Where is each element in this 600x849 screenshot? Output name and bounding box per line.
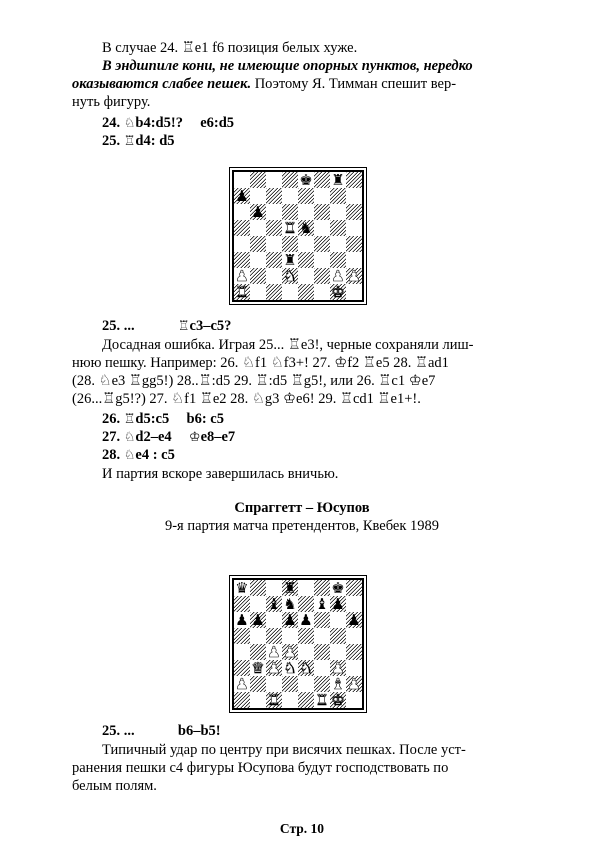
- square-f7: [314, 596, 330, 612]
- square-b7: [250, 188, 266, 204]
- square-f4: [314, 644, 330, 660]
- square-b4: [250, 236, 266, 252]
- square-b4: [250, 644, 266, 660]
- white-move: b4:d5!?: [135, 115, 183, 131]
- knight-icon: ♘: [123, 116, 136, 131]
- square-h3: [346, 252, 362, 268]
- square-h8: [346, 580, 362, 596]
- move-25-black: [72, 318, 532, 336]
- line-return-piece: [72, 94, 532, 112]
- square-g3: [330, 660, 346, 676]
- square-g4: [330, 236, 346, 252]
- black-move: b6–b5!: [177, 723, 221, 739]
- square-g1: [330, 692, 346, 708]
- square-h5: [346, 628, 362, 644]
- page-number: Стр. 10: [279, 821, 325, 836]
- rook-icon: ♖: [177, 319, 190, 334]
- square-c6: [266, 612, 282, 628]
- square-d5: [282, 628, 298, 644]
- square-c6: [266, 204, 282, 220]
- text-l2-bold: В эндшпиле кони, не имеющие опорных пунктов, нередко: [102, 58, 473, 74]
- square-g8: [330, 580, 346, 596]
- black-rook-icon: ♜: [331, 172, 345, 188]
- white-move: e4 : c5: [135, 447, 175, 463]
- square-a8: [234, 580, 250, 596]
- para2-line3: [72, 778, 532, 796]
- white-king-icon: ♚: [331, 284, 345, 300]
- square-c2: [266, 676, 282, 692]
- square-f8: [314, 580, 330, 596]
- square-d5: [282, 220, 298, 236]
- square-b1: [250, 284, 266, 300]
- square-c7: [266, 596, 282, 612]
- black-knight-icon: ♞: [283, 596, 297, 612]
- square-a5: [234, 220, 250, 236]
- para1-text-1: нюю пешку. Например: 26. ♘f1 ♘f3+! 27. ♔f2 ♖e5 28. ♖ad1: [72, 355, 449, 371]
- square-d4: [282, 236, 298, 252]
- square-b6: [250, 612, 266, 628]
- square-g6: [330, 612, 346, 628]
- black-queen-icon: ♛: [235, 580, 249, 596]
- black-king-icon: ♚: [299, 172, 313, 188]
- text-l3-rest: Поэтому Я. Тимман спешит вер-: [251, 76, 457, 92]
- chess-diagram-2: [232, 578, 364, 710]
- square-b2: [250, 676, 266, 692]
- square-b1: [250, 692, 266, 708]
- para1-line4: [72, 391, 532, 409]
- square-g4: [330, 644, 346, 660]
- move-28: [72, 447, 532, 465]
- white-pawn-icon: ♟: [347, 268, 361, 284]
- move-25-b5-inner: [72, 723, 221, 741]
- square-g7: [330, 596, 346, 612]
- square-e2: [298, 676, 314, 692]
- rook-icon: ♖: [123, 134, 136, 149]
- square-a7: [234, 596, 250, 612]
- white-move: d4:: [135, 133, 156, 149]
- square-h1: [346, 284, 362, 300]
- white-knight-icon: ♞: [283, 268, 297, 284]
- square-a4: [234, 644, 250, 660]
- square-c3: [266, 660, 282, 676]
- black-move: e8–e7: [200, 429, 236, 445]
- square-e5: [298, 220, 314, 236]
- square-a6: [234, 612, 250, 628]
- para2-line1: [72, 742, 532, 760]
- white-move: d2–e4: [135, 429, 172, 445]
- square-h4: [346, 236, 362, 252]
- white-pawn-icon: ♟: [283, 644, 297, 660]
- square-a5: [234, 628, 250, 644]
- game-subtitle: 9-я партия матча претендентов, Квебек 1989: [164, 518, 440, 534]
- move-number: 25. ...: [102, 723, 135, 739]
- square-f5: [314, 220, 330, 236]
- square-e8: [298, 580, 314, 596]
- black-pawn-icon: ♟: [283, 612, 297, 628]
- square-g5: [330, 220, 346, 236]
- square-g7: [330, 188, 346, 204]
- square-h8: [346, 172, 362, 188]
- square-e6: [298, 612, 314, 628]
- square-e3: [298, 252, 314, 268]
- move-number: 28.: [102, 447, 121, 463]
- white-rook-icon: ♜: [315, 692, 329, 708]
- white-knight-icon: ♞: [299, 660, 313, 676]
- move-25: [72, 133, 532, 151]
- square-c8: [266, 172, 282, 188]
- square-d7: [282, 596, 298, 612]
- move-number: 25. ...: [102, 318, 135, 334]
- move-27: [72, 429, 532, 447]
- white-move: d5:c5: [135, 411, 170, 427]
- text-l4: нуть фигуру.: [72, 94, 151, 110]
- move-27-inner: [72, 429, 235, 447]
- move-number: 27.: [102, 429, 121, 445]
- white-queen-icon: ♛: [251, 660, 265, 676]
- line-draw: [72, 466, 532, 484]
- black-bishop-icon: ♝: [267, 596, 281, 612]
- square-f4: [314, 236, 330, 252]
- square-h4: [346, 644, 362, 660]
- square-e1: [298, 284, 314, 300]
- line-rook-e1: [72, 40, 532, 58]
- square-e5: [298, 628, 314, 644]
- black-move: c3–c5?: [189, 318, 232, 334]
- square-e7: [298, 188, 314, 204]
- square-d1: [282, 284, 298, 300]
- square-f8: [314, 172, 330, 188]
- para1-text-0: Досадная ошибка. Играя 25... ♖e3!, черные сохраняли лиш-: [102, 337, 474, 353]
- game-title: Спраггетт – Юсупов: [234, 500, 370, 516]
- square-c3: [266, 252, 282, 268]
- white-king-icon: ♚: [331, 692, 345, 708]
- square-c5: [266, 220, 282, 236]
- square-c4: [266, 644, 282, 660]
- square-b5: [250, 628, 266, 644]
- black-rook-icon: ♜: [283, 580, 297, 596]
- square-b8: [250, 172, 266, 188]
- square-a1: [234, 692, 250, 708]
- text-l3-bold: оказываются слабее пешек.: [72, 76, 252, 92]
- white-knight-icon: ♞: [283, 660, 297, 676]
- chess-diagram-1: [232, 170, 364, 302]
- black-move: e6:d5: [200, 115, 235, 131]
- square-g1: [330, 284, 346, 300]
- square-f3: [314, 660, 330, 676]
- square-g3: [330, 252, 346, 268]
- square-h1: [346, 692, 362, 708]
- black-pawn-icon: ♟: [235, 188, 249, 204]
- white-bishop-icon: ♝: [331, 676, 345, 692]
- square-a8: [234, 172, 250, 188]
- square-a2: [234, 676, 250, 692]
- square-c4: [266, 236, 282, 252]
- square-b6: [250, 204, 266, 220]
- square-f7: [314, 188, 330, 204]
- square-f6: [314, 612, 330, 628]
- move-28-inner: [72, 447, 175, 465]
- square-b7: [250, 596, 266, 612]
- move-25-inner: [72, 133, 175, 151]
- square-d6: [282, 612, 298, 628]
- move-25-b5: [72, 723, 532, 741]
- para1-line2: [72, 355, 532, 373]
- move-number: 26.: [102, 411, 121, 427]
- white-pawn-icon: ♟: [235, 268, 249, 284]
- move-number: 25.: [102, 133, 121, 149]
- square-a3: [234, 252, 250, 268]
- black-knight-icon: ♞: [299, 220, 313, 236]
- square-b8: [250, 580, 266, 596]
- square-d8: [282, 580, 298, 596]
- square-h5: [346, 220, 362, 236]
- white-rook-icon: ♜: [235, 284, 249, 300]
- square-e4: [298, 236, 314, 252]
- white-rook-icon: ♜: [283, 220, 297, 236]
- square-e8: [298, 172, 314, 188]
- square-d3: [282, 252, 298, 268]
- square-d8: [282, 172, 298, 188]
- square-f3: [314, 252, 330, 268]
- black-pawn-icon: ♟: [251, 612, 265, 628]
- square-d7: [282, 188, 298, 204]
- square-e1: [298, 692, 314, 708]
- knight-icon: ♘: [123, 430, 136, 445]
- square-c1: [266, 692, 282, 708]
- black-move: d5: [159, 133, 175, 149]
- square-e4: [298, 644, 314, 660]
- square-f1: [314, 284, 330, 300]
- square-b3: [250, 252, 266, 268]
- black-rook-icon: ♜: [283, 252, 297, 268]
- move-24: [72, 115, 532, 133]
- black-king-icon: ♚: [331, 580, 345, 596]
- line-endgame-bold: [72, 58, 532, 76]
- square-h2: [346, 676, 362, 692]
- square-e7: [298, 596, 314, 612]
- square-g6: [330, 204, 346, 220]
- square-a1: [234, 284, 250, 300]
- square-e3: [298, 660, 314, 676]
- square-a6: [234, 204, 250, 220]
- para1-line1: [72, 337, 532, 355]
- square-f6: [314, 204, 330, 220]
- square-c1: [266, 284, 282, 300]
- black-pawn-icon: ♟: [235, 612, 249, 628]
- square-d2: [282, 268, 298, 284]
- text-l1: В случае 24. ♖e1 f6 позиция белых хуже.: [102, 40, 358, 56]
- para1-text-2: (28. ♘e3 ♖gg5!) 28..♖:d5 29. ♖:d5 ♖g5!, или 26. ♖c1 ♔e7: [72, 373, 436, 389]
- move-26-inner: [72, 411, 224, 429]
- para2-text-1: ранения пешки с4 фигуры Юсупова будут господствовать по: [72, 760, 449, 776]
- square-b2: [250, 268, 266, 284]
- para2-text-2: белым полям.: [72, 778, 157, 794]
- square-c8: [266, 580, 282, 596]
- square-f1: [314, 692, 330, 708]
- square-d4: [282, 644, 298, 660]
- white-pawn-icon: ♟: [331, 660, 345, 676]
- square-d2: [282, 676, 298, 692]
- black-pawn-icon: ♟: [347, 612, 361, 628]
- square-g2: [330, 268, 346, 284]
- square-h6: [346, 612, 362, 628]
- move-26: [72, 411, 532, 429]
- white-rook-icon: ♜: [267, 692, 281, 708]
- knight-icon: ♘: [123, 448, 136, 463]
- para2-line2: [72, 760, 532, 778]
- white-pawn-icon: ♟: [347, 676, 361, 692]
- square-h6: [346, 204, 362, 220]
- move-number: 24.: [102, 115, 121, 131]
- white-pawn-icon: ♟: [235, 676, 249, 692]
- black-pawn-icon: ♟: [251, 204, 265, 220]
- square-d6: [282, 204, 298, 220]
- square-f5: [314, 628, 330, 644]
- square-g8: [330, 172, 346, 188]
- square-f2: [314, 268, 330, 284]
- square-a7: [234, 188, 250, 204]
- square-a2: [234, 268, 250, 284]
- square-b5: [250, 220, 266, 236]
- square-b3: [250, 660, 266, 676]
- square-e2: [298, 268, 314, 284]
- square-h2: [346, 268, 362, 284]
- line-weaker-pawns: [72, 76, 532, 94]
- square-h7: [346, 188, 362, 204]
- move-24-inner: [72, 115, 234, 133]
- square-h7: [346, 596, 362, 612]
- black-pawn-icon: ♟: [331, 596, 345, 612]
- white-pawn-icon: ♟: [331, 268, 345, 284]
- black-bishop-icon: ♝: [315, 596, 329, 612]
- square-e6: [298, 204, 314, 220]
- white-pawn-icon: ♟: [267, 644, 281, 660]
- square-c7: [266, 188, 282, 204]
- square-a3: [234, 660, 250, 676]
- square-d3: [282, 660, 298, 676]
- king-icon: ♔: [188, 430, 201, 445]
- square-h3: [346, 660, 362, 676]
- para1-text-3: (26...♖g5!?) 27. ♘f1 ♖e2 28. ♘g3 ♔e6! 29. ♖cd1 ♖e1+!.: [72, 391, 421, 407]
- square-d1: [282, 692, 298, 708]
- square-a4: [234, 236, 250, 252]
- para1-line3: [72, 373, 532, 391]
- move-25-black-inner: [72, 318, 231, 336]
- para2-text-0: Типичный удар по центру при висячих пешках. После уст-: [102, 742, 466, 758]
- square-f2: [314, 676, 330, 692]
- square-g2: [330, 676, 346, 692]
- rook-icon: ♖: [123, 412, 136, 427]
- square-g5: [330, 628, 346, 644]
- square-c5: [266, 628, 282, 644]
- black-move: b6: c5: [186, 411, 224, 427]
- square-c2: [266, 268, 282, 284]
- white-pawn-icon: ♟: [267, 660, 281, 676]
- text-draw: И партия вскоре завершилась вничью.: [102, 466, 339, 482]
- black-pawn-icon: ♟: [299, 612, 313, 628]
